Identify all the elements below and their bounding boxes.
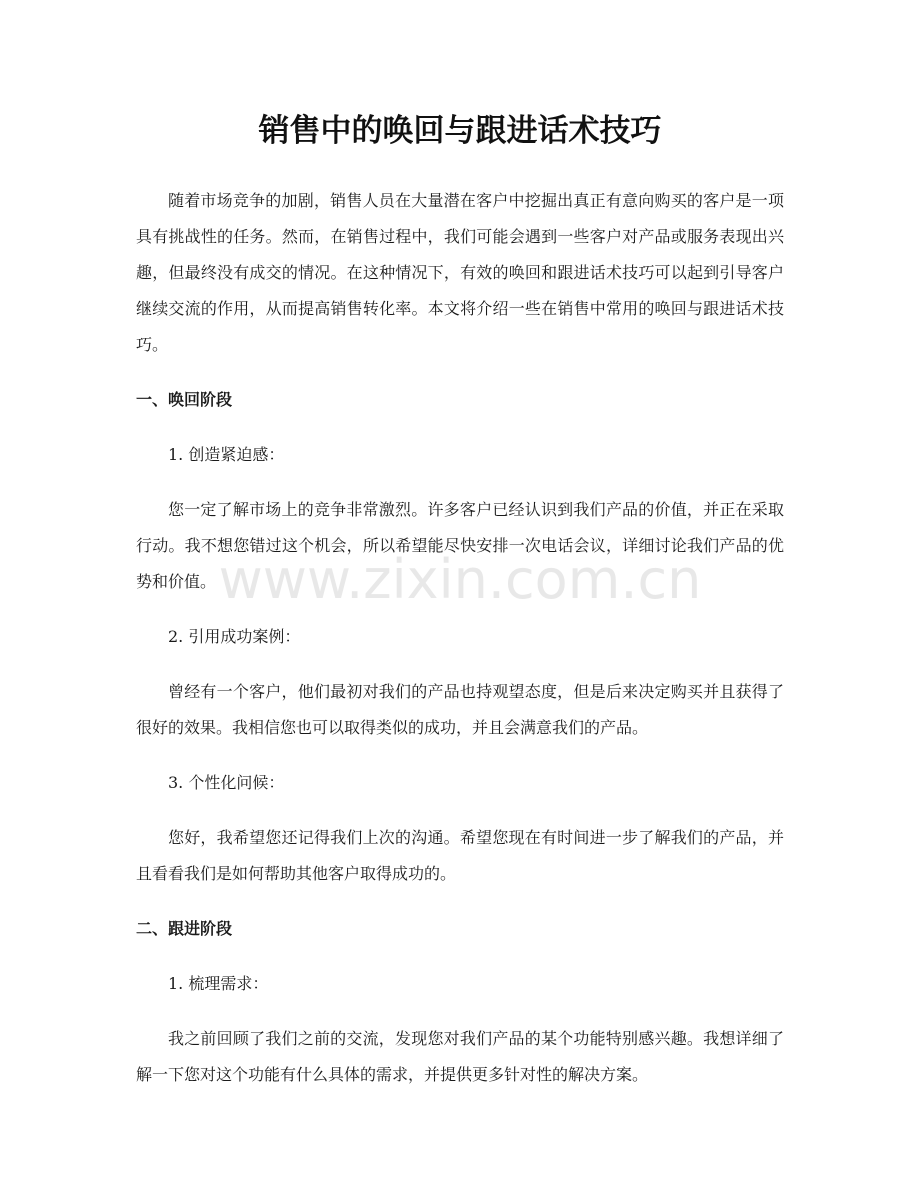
section-followup — [136, 911, 784, 1093]
item-heading: 1. 梳理需求： — [168, 974, 269, 993]
section-recall — [136, 382, 784, 892]
item-heading: 3. 个性化问候： — [168, 773, 285, 792]
document-body — [136, 183, 784, 1112]
item-paragraph: 您好，我希望您还记得我们上次的沟通。希望您现在有时间进一步了解我们的产品，并且看看我们是如何帮助其他客户取得成功的。 — [136, 828, 784, 883]
document-title: 销售中的唤回与跟进话术技巧 — [258, 113, 662, 149]
item-heading: 1. 创造紧迫感： — [168, 445, 285, 464]
section-heading: 二、跟进阶段 — [136, 919, 233, 938]
item-paragraph: 我之前回顾了我们之前的交流，发现您对我们产品的某个功能特别感兴趣。我想详细了解一下您对这个功能有什么具体的需求，并提供更多针对性的解决方案。 — [136, 1029, 784, 1084]
item-paragraph: 您一定了解市场上的竞争非常激烈。许多客户已经认识到我们产品的价值，并正在采取行动。我不想您错过这个机会，所以希望能尽快安排一次电话会议，详细讨论我们产品的优势和价值。 — [136, 500, 784, 591]
intro-paragraph: 随着市场竞争的加剧，销售人员在大量潜在客户中挖掘出真正有意向购买的客户是一项具有挑战性的任务。然而，在销售过程中，我们可能会遇到一些客户对产品或服务表现出兴趣，但最终没有成交的情况。在这种情况下，有效的唤回和跟进话术技巧可以起到引导客户继续交流的作用，从而提高销售转化率。本文将介绍一些在销售中常用的唤回与跟进话术技巧。 — [136, 191, 784, 354]
section-heading: 一、唤回阶段 — [136, 390, 233, 409]
item-paragraph: 曾经有一个客户，他们最初对我们的产品也持观望态度，但是后来决定购买并且获得了很好的效果。我相信您也可以取得类似的成功，并且会满意我们的产品。 — [136, 682, 784, 737]
item-heading: 2. 引用成功案例： — [168, 627, 301, 646]
watermark-text: www.zixin.com.cn — [218, 548, 702, 611]
